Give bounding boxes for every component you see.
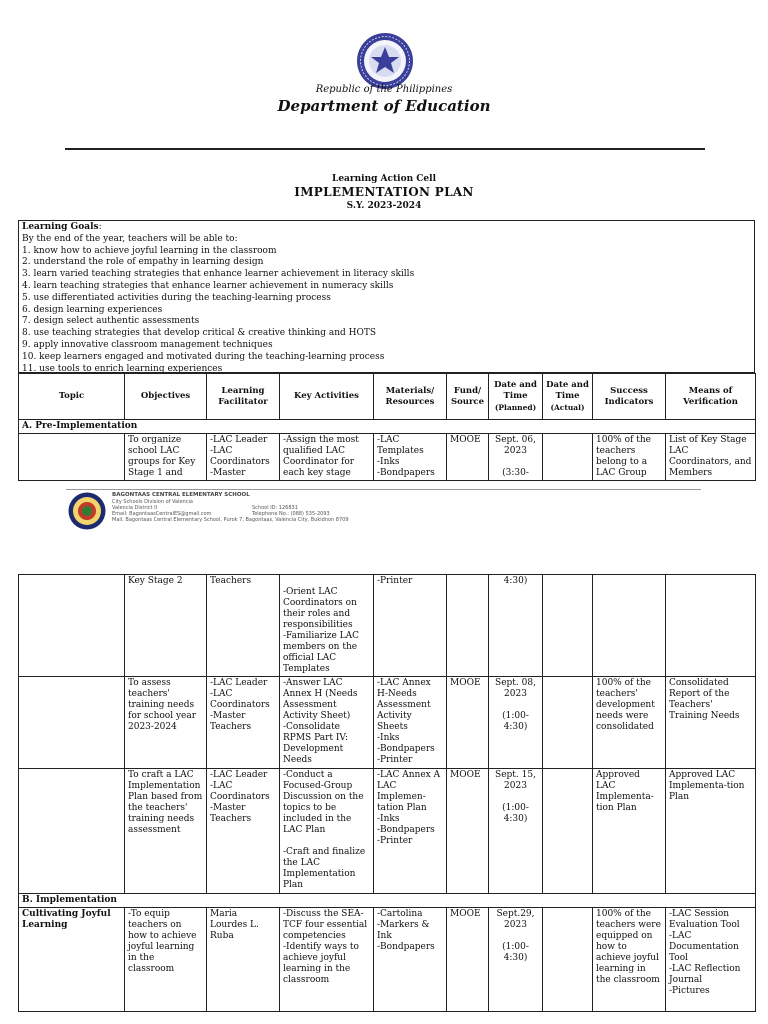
cell-date-actual: [543, 769, 593, 894]
cell-objectives: Key Stage 2: [125, 575, 207, 677]
cell-verification: Consolidated Report of the Teachers' Training Needs: [666, 677, 756, 769]
goal-item: 9. apply innovative classroom management techniques: [22, 339, 273, 350]
cell-indicators: 100% of the teachers were equipped on how to achieve joyful learning in the classroom: [593, 908, 666, 1012]
col-facilitator: Learning Facilitator: [207, 374, 280, 420]
learning-goals-heading: Learning Goals: [22, 222, 99, 232]
cell-verification: [666, 575, 756, 677]
table-row: [19, 677, 756, 769]
cell-fund: MOOE: [447, 908, 489, 1012]
footer-telephone: Telephone No.: (088) 535-2093: [252, 511, 330, 517]
footer-district: Valencia District II: [112, 505, 158, 511]
cell-activities: -Conduct a Focused-Group Discussion on the topics to be included in the LAC Plan -Craft and finalize the LAC Implementation Plan: [280, 769, 374, 894]
footer-school-name: BAGONTAAS CENTRAL ELEMENTARY SCHOOL: [112, 492, 250, 498]
header-divider: [65, 148, 705, 150]
cell-date-planned: Sept. 08, 2023 (1:00- 4:30): [489, 677, 543, 769]
col-date-actual: [543, 374, 593, 420]
cell-topic: Cultivating Joyful Learning: [19, 908, 125, 1012]
learning-goals-intro: By the end of the year, teachers will be able to:: [22, 233, 238, 244]
cell-date-planned: Sept. 06, 2023 (3:30-: [489, 434, 543, 481]
school-seal-icon: [68, 492, 106, 530]
table-header-row: [19, 374, 756, 420]
cell-activities: -Orient LAC Coordinators on their roles and responsibilities -Familiarize LAC members on the official LAC Templates: [280, 575, 374, 677]
cell-materials: -Printer: [374, 575, 447, 677]
goal-item: 6. design learning experiences: [22, 304, 163, 315]
cell-verification: -LAC Session Evaluation Tool -LAC Documentation Tool -LAC Reflection Journal -Pictures: [666, 908, 756, 1012]
cell-topic: [19, 575, 125, 677]
doc-subtitle: Learning Action Cell: [331, 174, 436, 184]
cell-materials: -LAC Templates -Inks -Bondpapers: [374, 434, 447, 481]
cell-date-actual: [543, 908, 593, 1012]
col-verification: Means of Verification: [666, 374, 756, 420]
cell-facilitator: Maria Lourdes L. Ruba: [207, 908, 280, 1012]
cell-facilitator: -LAC Leader -LAC Coordinators -Master Teachers: [207, 769, 280, 894]
col-activities: Key Activities: [280, 374, 374, 420]
department-name: Department of Education: [277, 97, 491, 115]
cell-objectives: To assess teachers' training needs for school year 2023-2024: [125, 677, 207, 769]
cell-date-actual: [543, 575, 593, 677]
table-row: [19, 575, 756, 677]
cell-topic: [19, 769, 125, 894]
footer-division: City Schools Division of Valencia: [112, 499, 193, 505]
cell-objectives: To craft a LAC Implementation Plan based from the teachers' training needs assessment: [125, 769, 207, 894]
col-date-planned-label: Date and Time: [494, 379, 537, 401]
table-row: [19, 769, 756, 894]
plan-table-page-1: [18, 373, 756, 481]
section-implementation: B. Implementation: [19, 894, 756, 908]
cell-fund: MOOE: [447, 434, 489, 481]
plan-table-page-2: [18, 574, 756, 1012]
goal-item: 7. design select authentic assessments: [22, 316, 200, 327]
col-objectives: Objectives: [125, 374, 207, 420]
cell-topic: [19, 677, 125, 769]
goal-item: 2. understand the role of empathy in learning design: [22, 257, 264, 268]
cell-indicators: 100% of the teachers' development needs were consolidated: [593, 677, 666, 769]
goal-item: 5. use differentiated activities during the teaching-learning process: [22, 292, 331, 303]
goal-item: 10. keep learners engaged and motivated during the teaching-learning process: [22, 351, 385, 362]
cell-indicators: 100% of the teachers belong to a LAC Group: [593, 434, 666, 481]
cell-facilitator: -LAC Leader -LAC Coordinators -Master: [207, 434, 280, 481]
cell-indicators: [593, 575, 666, 677]
section-row: [19, 894, 756, 908]
cell-fund: MOOE: [447, 769, 489, 894]
cell-date-planned: Sept.29, 2023 (1:00- 4:30): [489, 908, 543, 1012]
learning-goals-box: Learning Goals: By the end of the year, teachers will be able to: 1. know how to achieve joyful learning in the classroom 2. understand the role of empathy in learning design 3. learn varied teaching strategies that enhance learner achievement in literacy skills 4. learn teaching strategies that enhance learner achievement in numeracy skills 5. use differentiated activities during the teaching-learning process 6. design learning experiences 7. design select authentic assessments 8. use teaching strategies that develop critical & creative thinking and HOTS 9. apply innovative classroom management techniques 10. keep learners engaged and motivated during the teaching-learning process 11. use tools to enrich learning experiences: [18, 220, 755, 373]
doc-title: IMPLEMENTATION PLAN: [294, 185, 474, 199]
cell-activities: -Discuss the SEA-TCF four essential competencies -Identify ways to achieve joyful learning in the classroom: [280, 908, 374, 1012]
cell-objectives: To organize school LAC groups for Key Stage 1 and: [125, 434, 207, 481]
cell-verification: List of Key Stage LAC Coordinators, and Members: [666, 434, 756, 481]
cell-facilitator: -LAC Leader -LAC Coordinators -Master Teachers: [207, 677, 280, 769]
cell-date-actual: [543, 677, 593, 769]
section-row: [19, 420, 756, 434]
cell-verification: Approved LAC Implementa-tion Plan: [666, 769, 756, 894]
footer-mail: Mail: Bagontaas Central Elementary School, Purok 7, Bagontaas, Valencia City, Bukidnon 8709: [112, 517, 349, 523]
col-date-actual-label: Date and Time: [546, 379, 589, 401]
cell-fund: [447, 575, 489, 677]
deped-seal-icon: [356, 32, 414, 90]
col-topic: Topic: [19, 374, 125, 420]
school-year: S.Y. 2023-2024: [346, 201, 422, 211]
goal-item: 3. learn varied teaching strategies that enhance learner achievement in literacy skills: [22, 269, 415, 280]
goal-item: 1. know how to achieve joyful learning in the classroom: [22, 245, 277, 256]
section-pre-implementation: A. Pre-Implementation: [19, 420, 756, 434]
cell-fund: MOOE: [447, 677, 489, 769]
col-fund: Fund/ Source: [447, 374, 489, 420]
cell-activities: -Assign the most qualified LAC Coordinator for each key stage: [280, 434, 374, 481]
col-indicators: Success Indicators: [593, 374, 666, 420]
col-materials: Materials/ Resources: [374, 374, 447, 420]
footer-divider: [66, 489, 701, 490]
goal-item: 4. learn teaching strategies that enhance learner achievement in numeracy skills: [22, 280, 394, 291]
table-row: [19, 434, 756, 481]
table-row: [19, 908, 756, 1012]
goal-item: 11. use tools to enrich learning experiences: [22, 363, 223, 373]
cell-topic: [19, 434, 125, 481]
footer-email: Email: BagontaasCentralES@gmail.com: [112, 511, 212, 517]
cell-facilitator: Teachers: [207, 575, 280, 677]
cell-materials: -Cartolina -Markers & Ink -Bondpapers: [374, 908, 447, 1012]
col-date-actual-sub: (Actual): [550, 402, 585, 412]
cell-materials: -LAC Annex A LAC Implemen-tation Plan -Inks -Bondpapers -Printer: [374, 769, 447, 894]
cell-date-planned: Sept. 15, 2023 (1:00- 4:30): [489, 769, 543, 894]
cell-date-actual: [543, 434, 593, 481]
cell-materials: -LAC Annex H-Needs Assessment Activity Sheets -Inks -Bondpapers -Printer: [374, 677, 447, 769]
republic-line: Republic of the Philippines: [315, 84, 453, 95]
footer-school-id: School ID: 126831: [252, 505, 298, 511]
goal-item: 8. use teaching strategies that develop critical & creative thinking and HOTS: [22, 328, 377, 339]
col-date-planned: [489, 374, 543, 420]
cell-date-planned: 4:30): [489, 575, 543, 677]
col-date-planned-sub: (Planned): [494, 402, 537, 412]
cell-objectives: -To equip teachers on how to achieve joyful learning in the classroom: [125, 908, 207, 1012]
cell-indicators: Approved LAC Implementa-tion Plan: [593, 769, 666, 894]
cell-activities: -Answer LAC Annex H (Needs Assessment Activity Sheet) -Consolidate RPMS Part IV: Development Needs: [280, 677, 374, 769]
